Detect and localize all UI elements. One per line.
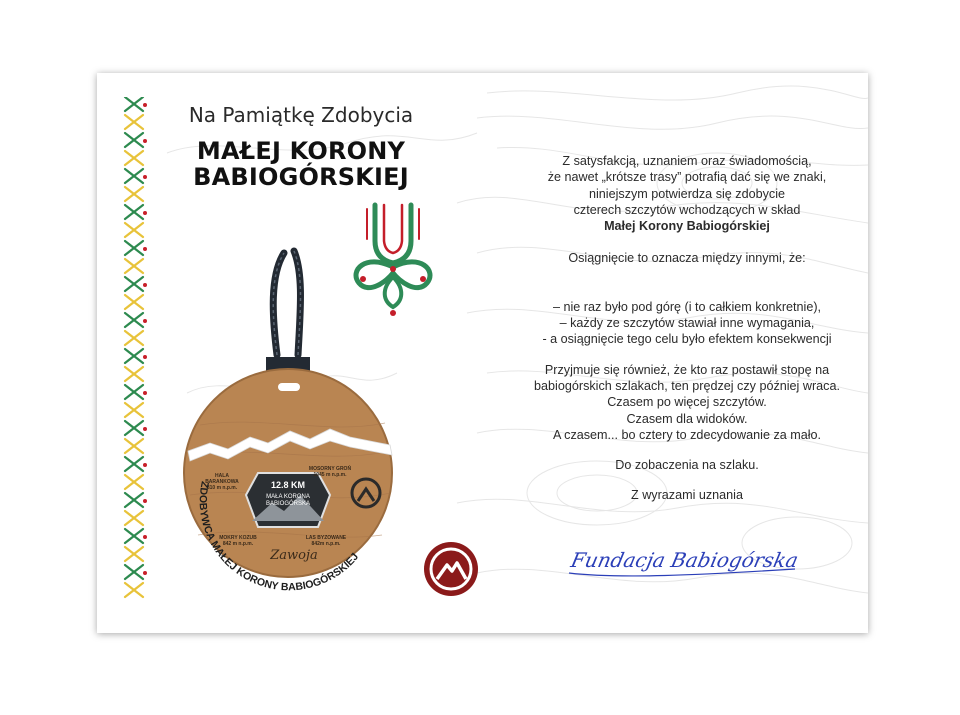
medal-peak-name: HALA — [215, 473, 229, 479]
achievement-point: – nie raz było pod górę (i to całkiem konkretnie), — [552, 299, 822, 314]
title-line-1: MAŁEJ KORONY — [196, 137, 406, 165]
intro-line: że nawet „krótsze trasy” potrafią dać się we znaki, — [547, 170, 827, 185]
intro-line: Z satysfakcją, uznaniem oraz świadomością, — [562, 154, 812, 168]
medal-arc-text: ZDOBYWCA MAŁEJ KORONY BABIOGÓRSKIEJ — [196, 480, 362, 594]
intro-bold-line: Małej Korony Babiogórskiej — [604, 219, 770, 234]
title-line-2: BABIOGÓRSKIEJ — [193, 163, 409, 191]
certificate-subtitle: Na Pamiątkę Zdobycia — [188, 103, 414, 127]
medal-peak-name: MOKRY KOZUB — [219, 535, 257, 541]
regards-line: Z wyrazami uznania — [631, 488, 743, 503]
foundation-logo-icon — [421, 539, 481, 599]
medal-peak-elevation: 842m n.p.m. — [311, 541, 341, 547]
medal-peak-name: MOSORNY GROŃ — [308, 466, 352, 472]
medal-badge-text — [266, 480, 310, 507]
medal-image — [180, 245, 420, 631]
achievement-intro: Osiągnięcie to oznacza między innymi, że: — [568, 251, 806, 266]
closing-line: Przyjmuje się również, że kto raz postawił stopę na — [544, 362, 830, 377]
intro-line: niniejszym potwierdza się zdobycie — [589, 186, 785, 201]
folk-border-pattern — [115, 97, 153, 609]
medal-distance: 12.8 KM — [270, 480, 306, 490]
certificate-title — [161, 138, 441, 190]
medal-peak-name2: BARANKOWA — [205, 479, 239, 485]
achievement-point: - a osiągnięcie tego celu było efektem konsekwencji — [542, 332, 832, 347]
closing-line: Czasem po więcej szczytów. — [607, 395, 767, 410]
achievement-point: – każdy ze szczytów stawiał inne wymagania, — [559, 316, 815, 331]
medal-peak-elevation: 842 m n.p.m. — [222, 541, 254, 547]
medal-peak-elevation: 1045 m n.p.m. — [313, 472, 347, 478]
medal-peak-elevation: 810 m n.p.m. — [206, 485, 238, 491]
farewell-line: Do zobaczenia na szlaku. — [615, 458, 759, 473]
closing-line: babiogórskich szlakach, ten prędzej czy później wraca. — [534, 378, 840, 393]
intro-line: czterech szczytów wchodzących w skład — [573, 202, 801, 217]
medal-engraving: Zawoja — [270, 548, 318, 563]
medal-badge-line2: BABIOGÓRSKA — [265, 501, 311, 507]
certificate-card — [97, 73, 868, 633]
signature-image — [559, 535, 809, 585]
closing-line: A czasem... bo cztery to zdecydowanie za mało. — [552, 427, 822, 442]
medal-badge-line1: MAŁA KORONA — [266, 494, 310, 500]
certificate-body-text — [497, 153, 868, 504]
certificate-heading — [161, 103, 441, 190]
medal-peak-name: LAS BYZOWANE — [305, 535, 347, 541]
closing-line: Czasem dla widoków. — [626, 411, 748, 426]
signature-text: Fundacja Babiogórska — [568, 548, 801, 572]
